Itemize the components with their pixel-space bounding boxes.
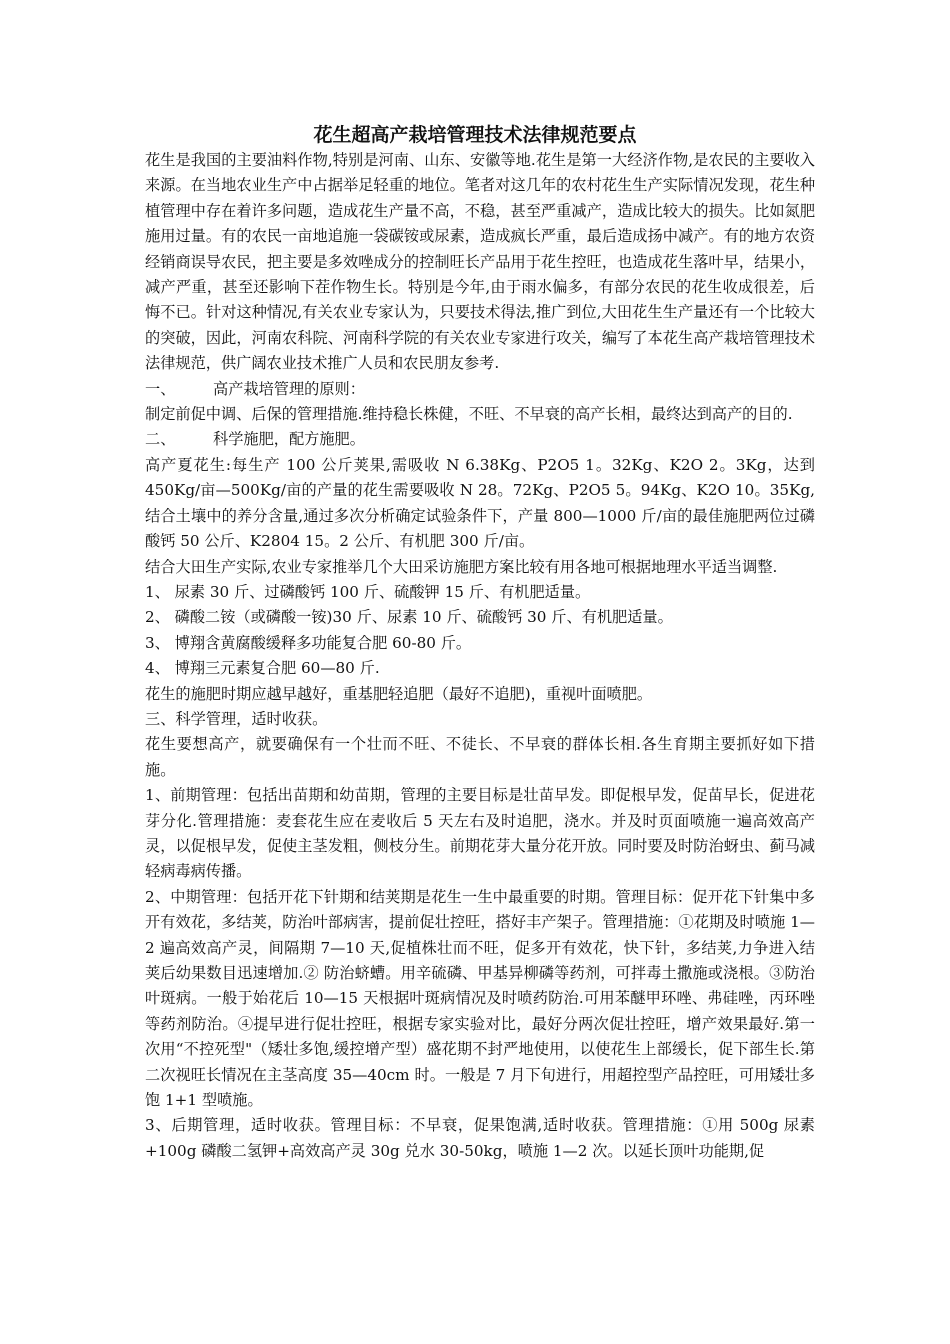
document-title: 花生超高产栽培管理技术法律规范要点 xyxy=(313,124,637,146)
section2-paragraph-2: 结合大田生产实际,农业专家推举几个大田采访施肥方案比较有用各地可根据地理水平适当调整. xyxy=(145,557,778,576)
section2-heading xyxy=(145,427,815,452)
section2-paragraph-1: 高产夏花生:每生产 100 公斤荚果,需吸收 N 6.38Kg、P2O5 1。32Kg、K2O 2。3Kg，达到 450Kg/亩—500Kg/亩的产量的花生需要吸收 N 28。72Kg、P2O5 5。94Kg、K2O 10。35Kg,结合土壤中的养分含量,通过多次分析确定试验条件下，产量 800—1000 斤/亩的最佳施肥两位过磷酸钙 50 公斤、K2804 15。2 公斤、有机肥 300 斤/亩。 xyxy=(145,455,815,551)
section1-heading xyxy=(145,377,815,402)
stage3-paragraph: 3、后期管理，适时收获。管理目标：不早衰，促果饱满,适时收获。管理措施：①用 500g 尿素+100g 磷酸二氢钾+高效高产灵 30g 兑水 30-50kg，喷施 1—2 次。以延长顶叶功能期,促 xyxy=(145,1116,815,1160)
document-body xyxy=(145,148,815,1164)
fertilizer-plan-3: 3、 博翔含黄腐酸缓释多功能复合肥 60-80 斤。 xyxy=(145,633,472,652)
stage1-paragraph: 1、前期管理：包括出苗期和幼苗期，管理的主要目标是壮苗早发。即促根早发，促苗早长，促进花芽分化.管理措施：麦套花生应在麦收后 5 天左右及时追肥，浇水。并及时页面喷施一遍高效高产灵，以促根早发，促使主茎发粗，侧枝分生。前期花芽大量分花开放。同时要及时防治蚜虫、蓟马减轻病毒病传播。 xyxy=(145,786,815,881)
section2-number: 二、 xyxy=(145,430,176,449)
section1-heading-text: 高产栽培管理的原则： xyxy=(213,379,365,398)
section1-number: 一、 xyxy=(145,379,176,398)
stage2-paragraph: 2、中期管理：包括开花下针期和结荚期是花生一生中最重要的时期。管理目标：促开花下针集中多开有效花，多结荚，防治叶部病害，提前促壮控旺，搭好丰产架子。管理措施：①花期及时喷施 1—2 遍高效高产灵，间隔期 7—10 天,促植株壮而不旺，促多开有效花，快下针，多结荚,力争进入结荚后幼果数目迅速增加.② 防治蛴螬。用辛硫磷、甲基异柳磷等药剂，可拌毒土撒施或浇根。③防治叶斑病。一般于始花后 10—15 天根据叶斑病情况及时喷药防治.可用苯醚甲环唑、弗硅唑，丙环唑等药剂防治。④提早进行促壮控旺，根据专家实验对比，最好分两次促壮控旺，增产效果最好.第一次用“不控死型"（矮壮多饱,缓控增产型）盛花期不封严地使用，以使花生上部缓长，促下部生长.第二次视旺长情况在主茎高度 35—40cm 时。一般是 7 月下旬进行，用超控型产品控旺，可用矮壮多饱 1+1 型喷施。 xyxy=(145,887,815,1110)
fertilizer-plan-1: 1、 尿素 30 斤、过磷酸钙 100 斤、硫酸钾 15 斤、有机肥适量。 xyxy=(145,582,591,601)
intro-paragraph: 花生是我国的主要油料作物,特别是河南、山东、安徽等地.花生是第一大经济作物,是农民的主要收入来源。在当地农业生产中占据举足轻重的地位。笔者对这几年的农村花生生产实际情况发现，花生种植管理中存在着许多问题，造成花生产量不高，不稳，甚至严重减产，造成比较大的损失。比如氮肥施用过量。有的农民一亩地追施一袋碳铵或尿素，造成疯长严重，最后造成扬中减产。有的地方农资经销商误导农民，把主要是多效唑成分的控制旺长产品用于花生控旺，也造成花生落叶早，结果小，减产严重，甚至还影响下茬作物生长。特别是今年,由于雨水偏多，有部分农民的花生收成很差，后悔不已。针对这种情况,有关农业专家认为，只要技术得法,推广到位,大田花生生产量还有一个比较大的突破，因此，河南农科院、河南科学院的有关农业专家进行攻关，编写了本花生高产栽培管理技术法律规范，供广阔农业技术推广人员和农民朋友参考. xyxy=(145,151,815,373)
section2-heading-text: 科学施肥，配方施肥。 xyxy=(213,430,365,449)
fertilizer-plan-4: 4、 博翔三元素复合肥 60—80 斤. xyxy=(145,659,380,678)
fertilizer-plan-2: 2、 磷酸二铵（或磷酸一铵)30 斤、尿素 10 斤、硫酸钙 30 斤、有机肥适量。 xyxy=(145,608,673,627)
section2-note: 花生的施肥时期应越早越好，重基肥轻追肥（最好不追肥)，重视叶面喷肥。 xyxy=(145,684,653,703)
section3-heading: 三、科学管理，适时收获。 xyxy=(145,709,328,728)
section1-paragraph: 制定前促中调、后保的管理措施.维持稳长株健，不旺、不早衰的高产长相，最终达到高产的目的. xyxy=(145,405,793,424)
section3-paragraph: 花生要想高产，就要确保有一个壮而不旺、不徒长、不早衰的群体长相.各生育期主要抓好如下措施。 xyxy=(145,735,815,779)
